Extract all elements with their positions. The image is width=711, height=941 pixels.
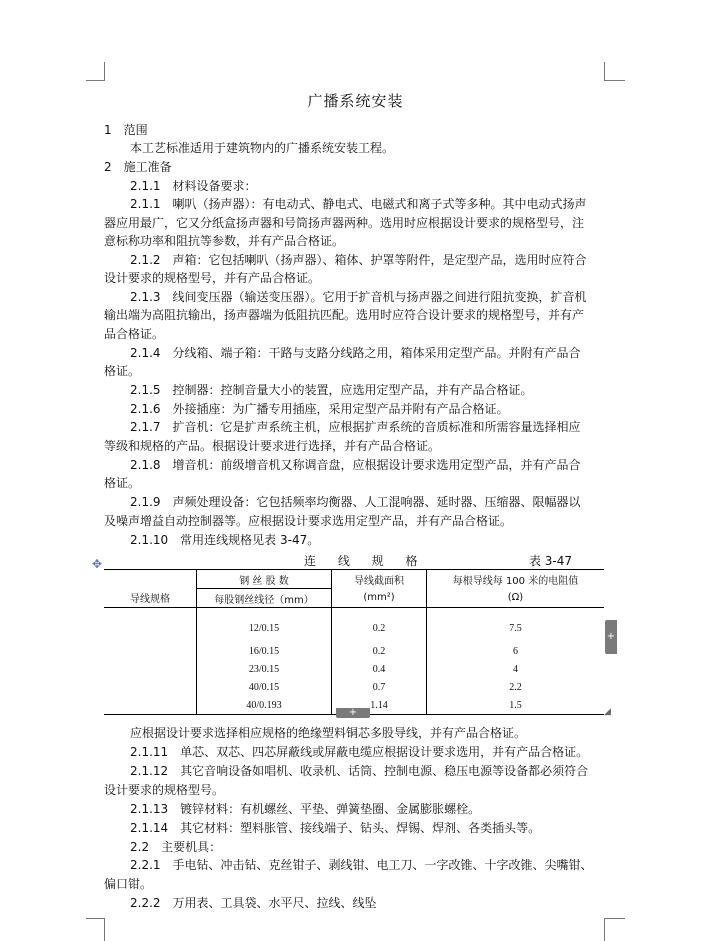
text-line: 2.1.13 镀锌材料：有机螺丝、平垫、弹簧垫圈、金属膨胀螺栓。	[130, 802, 481, 816]
header-spacer	[104, 570, 197, 589]
table-row	[104, 660, 604, 678]
table-resize-icon[interactable]: ◢	[604, 707, 611, 717]
add-row-icon[interactable]: +	[336, 708, 370, 718]
text-line: 2.1.12 其它音响设备如唱机、收录机、话筒、控制电源、稳压电源等设备都必须符合	[130, 764, 589, 778]
text-line: 应根据设计要求选择相应规格的绝缘塑料铜芯多股导线，并有产品合格证。	[130, 726, 527, 740]
header-area: 导线截面积	[332, 570, 427, 589]
text-line: 2 施工准备	[104, 160, 172, 174]
text-line: 等级和规格的产品。根据设计要求进行选择，并有产品合格证。	[104, 439, 441, 453]
text-line: 2.1.10 常用连线规格见表 3-47。	[130, 533, 320, 547]
text-line: 品合格证。	[104, 327, 165, 341]
header-steel-sub: 每股钢丝线径（mm）	[197, 589, 332, 608]
text-line: 2.1.6 外接插座：为广播专用插座，采用定型产品并附有产品合格证。	[130, 402, 509, 416]
cell-area: 0.7	[332, 678, 427, 696]
text-line: 1 范围	[104, 123, 148, 137]
cell-area: 0.2	[332, 608, 427, 643]
crop-mark-top-right	[604, 62, 625, 81]
cell-spec: 12/0.15	[197, 608, 332, 643]
cell-area: 0.2	[332, 642, 427, 660]
cell-spec: 16/0.15	[197, 642, 332, 660]
table-number: 表 3-47	[528, 554, 572, 568]
text-line: 2.1.7 扩音机：它是扩声系统主机，应根据扩声系统的音质标准和所需容量选择相应	[130, 420, 581, 434]
cell-empty	[104, 660, 197, 678]
crop-mark-top-left	[86, 62, 105, 81]
header-resist-unit: (Ω)	[427, 589, 605, 608]
text-line: 格证。	[104, 476, 141, 490]
cell-resist: 6	[427, 642, 605, 660]
table-row	[104, 608, 604, 643]
cell-empty	[104, 696, 197, 715]
header-row-label: 导线规格	[104, 589, 197, 608]
cell-area: 1.14	[332, 696, 427, 715]
cell-empty	[104, 678, 197, 696]
text-line: 设计要求的规格型号，并有产品合格证。	[104, 271, 321, 285]
text-line: 设计要求的规格型号。	[104, 783, 225, 797]
text-line: 2.1.14 其它材料：塑料胀管、接线端子、钻头、焊锡、焊剂、各类插头等。	[130, 821, 541, 835]
cell-spec: 40/0.15	[197, 678, 332, 696]
text-line: 2.1.2 声箱：它包括喇叭（扬声器）、箱体、护罩等附件，是定型产品，选用时应符合	[130, 253, 587, 267]
text-line: 偏口钳。	[104, 877, 153, 891]
cell-spec: 40/0.193	[197, 696, 332, 715]
table-side-add-icon[interactable]: +	[605, 620, 617, 654]
text-line: 2.1.8 增音机：前级增音机又称调音盘，应根据设计要求选用定型产品，并有产品合	[130, 458, 581, 472]
table-row	[104, 642, 604, 660]
cell-resist: 1.5	[427, 696, 605, 715]
header-steel-group: 钢 丝 股 数	[197, 570, 332, 589]
wire-spec-table[interactable]	[104, 569, 604, 715]
table-row	[104, 678, 604, 696]
text-line: 及噪声增益自动控制器等。应根据设计要求选用定型产品，并有产品合格证。	[104, 514, 513, 528]
text-line: 2.1.5 控制器：控制音量大小的装置，应选用定型产品，并有产品合格证。	[130, 383, 533, 397]
cell-empty	[104, 642, 197, 660]
text-line: 2.2.1 手电钻、冲击钻、克丝钳子、剥线钳、电工刀、一字改锥、十字改锥、尖嘴钳、	[130, 858, 593, 872]
page-title: 广播系统安装	[307, 92, 404, 110]
text-line: 输出端为高阻抗输出，扬声器端为低阻抗匹配。选用时应符合设计要求的规格型号，并有产	[104, 308, 585, 322]
text-line: 器应用最广，它又分纸盒扬声器和号筒扬声器两种。选用时应根据设计要求的规格型号，注	[104, 216, 585, 230]
cell-resist: 4	[427, 660, 605, 678]
text-line: 意标称功率和阻抗等参数，并有产品合格证。	[104, 234, 345, 248]
text-line: 2.1.11 单芯、双芯、四芯屏蔽线或屏蔽电缆应根据设计要求选用，并有产品合格证。	[130, 745, 589, 759]
text-line: 2.1.9 声频处理设备：它包括频率均衡器、人工混响器、延时器、压缩器、限幅器以	[130, 495, 581, 509]
table-title: 连 线 规 格	[304, 554, 427, 568]
cell-area: 0.4	[332, 660, 427, 678]
crop-mark-bottom-left	[86, 918, 105, 941]
crop-mark-bottom-right	[604, 918, 625, 941]
header-resist: 每根导线每 100 米的电阻值	[427, 570, 605, 589]
cell-spec: 23/0.15	[197, 660, 332, 678]
header-area-unit: (mm²)	[332, 589, 427, 608]
cell-resist: 2.2	[427, 678, 605, 696]
text-line: 2.2.2 万用表、工具袋、水平尺、拉线、线坠	[130, 896, 377, 910]
text-line: 2.1.1 材料设备要求：	[130, 179, 257, 193]
text-line: 2.1.1 喇叭（扬声器）：有电动式、静电式、电磁式和离子式等多种。其中电动式扬声	[130, 197, 587, 211]
text-line: 格证。	[104, 364, 141, 378]
text-line: 2.2 主要机具：	[130, 840, 222, 854]
text-line: 2.1.4 分线箱、端子箱：干路与支路分线路之用，箱体采用定型产品。并附有产品合	[130, 346, 581, 360]
cell-resist: 7.5	[427, 608, 605, 643]
table-caption	[104, 552, 604, 568]
cell-empty	[104, 608, 197, 643]
table-move-icon[interactable]: ✥	[91, 557, 103, 571]
text-line: 本工艺标准适用于建筑物内的广播系统安装工程。	[130, 141, 395, 155]
text-line: 2.1.3 线间变压器（输送变压器）。它用于扩音机与扬声器之间进行阻抗变换，扩音机	[130, 290, 587, 304]
